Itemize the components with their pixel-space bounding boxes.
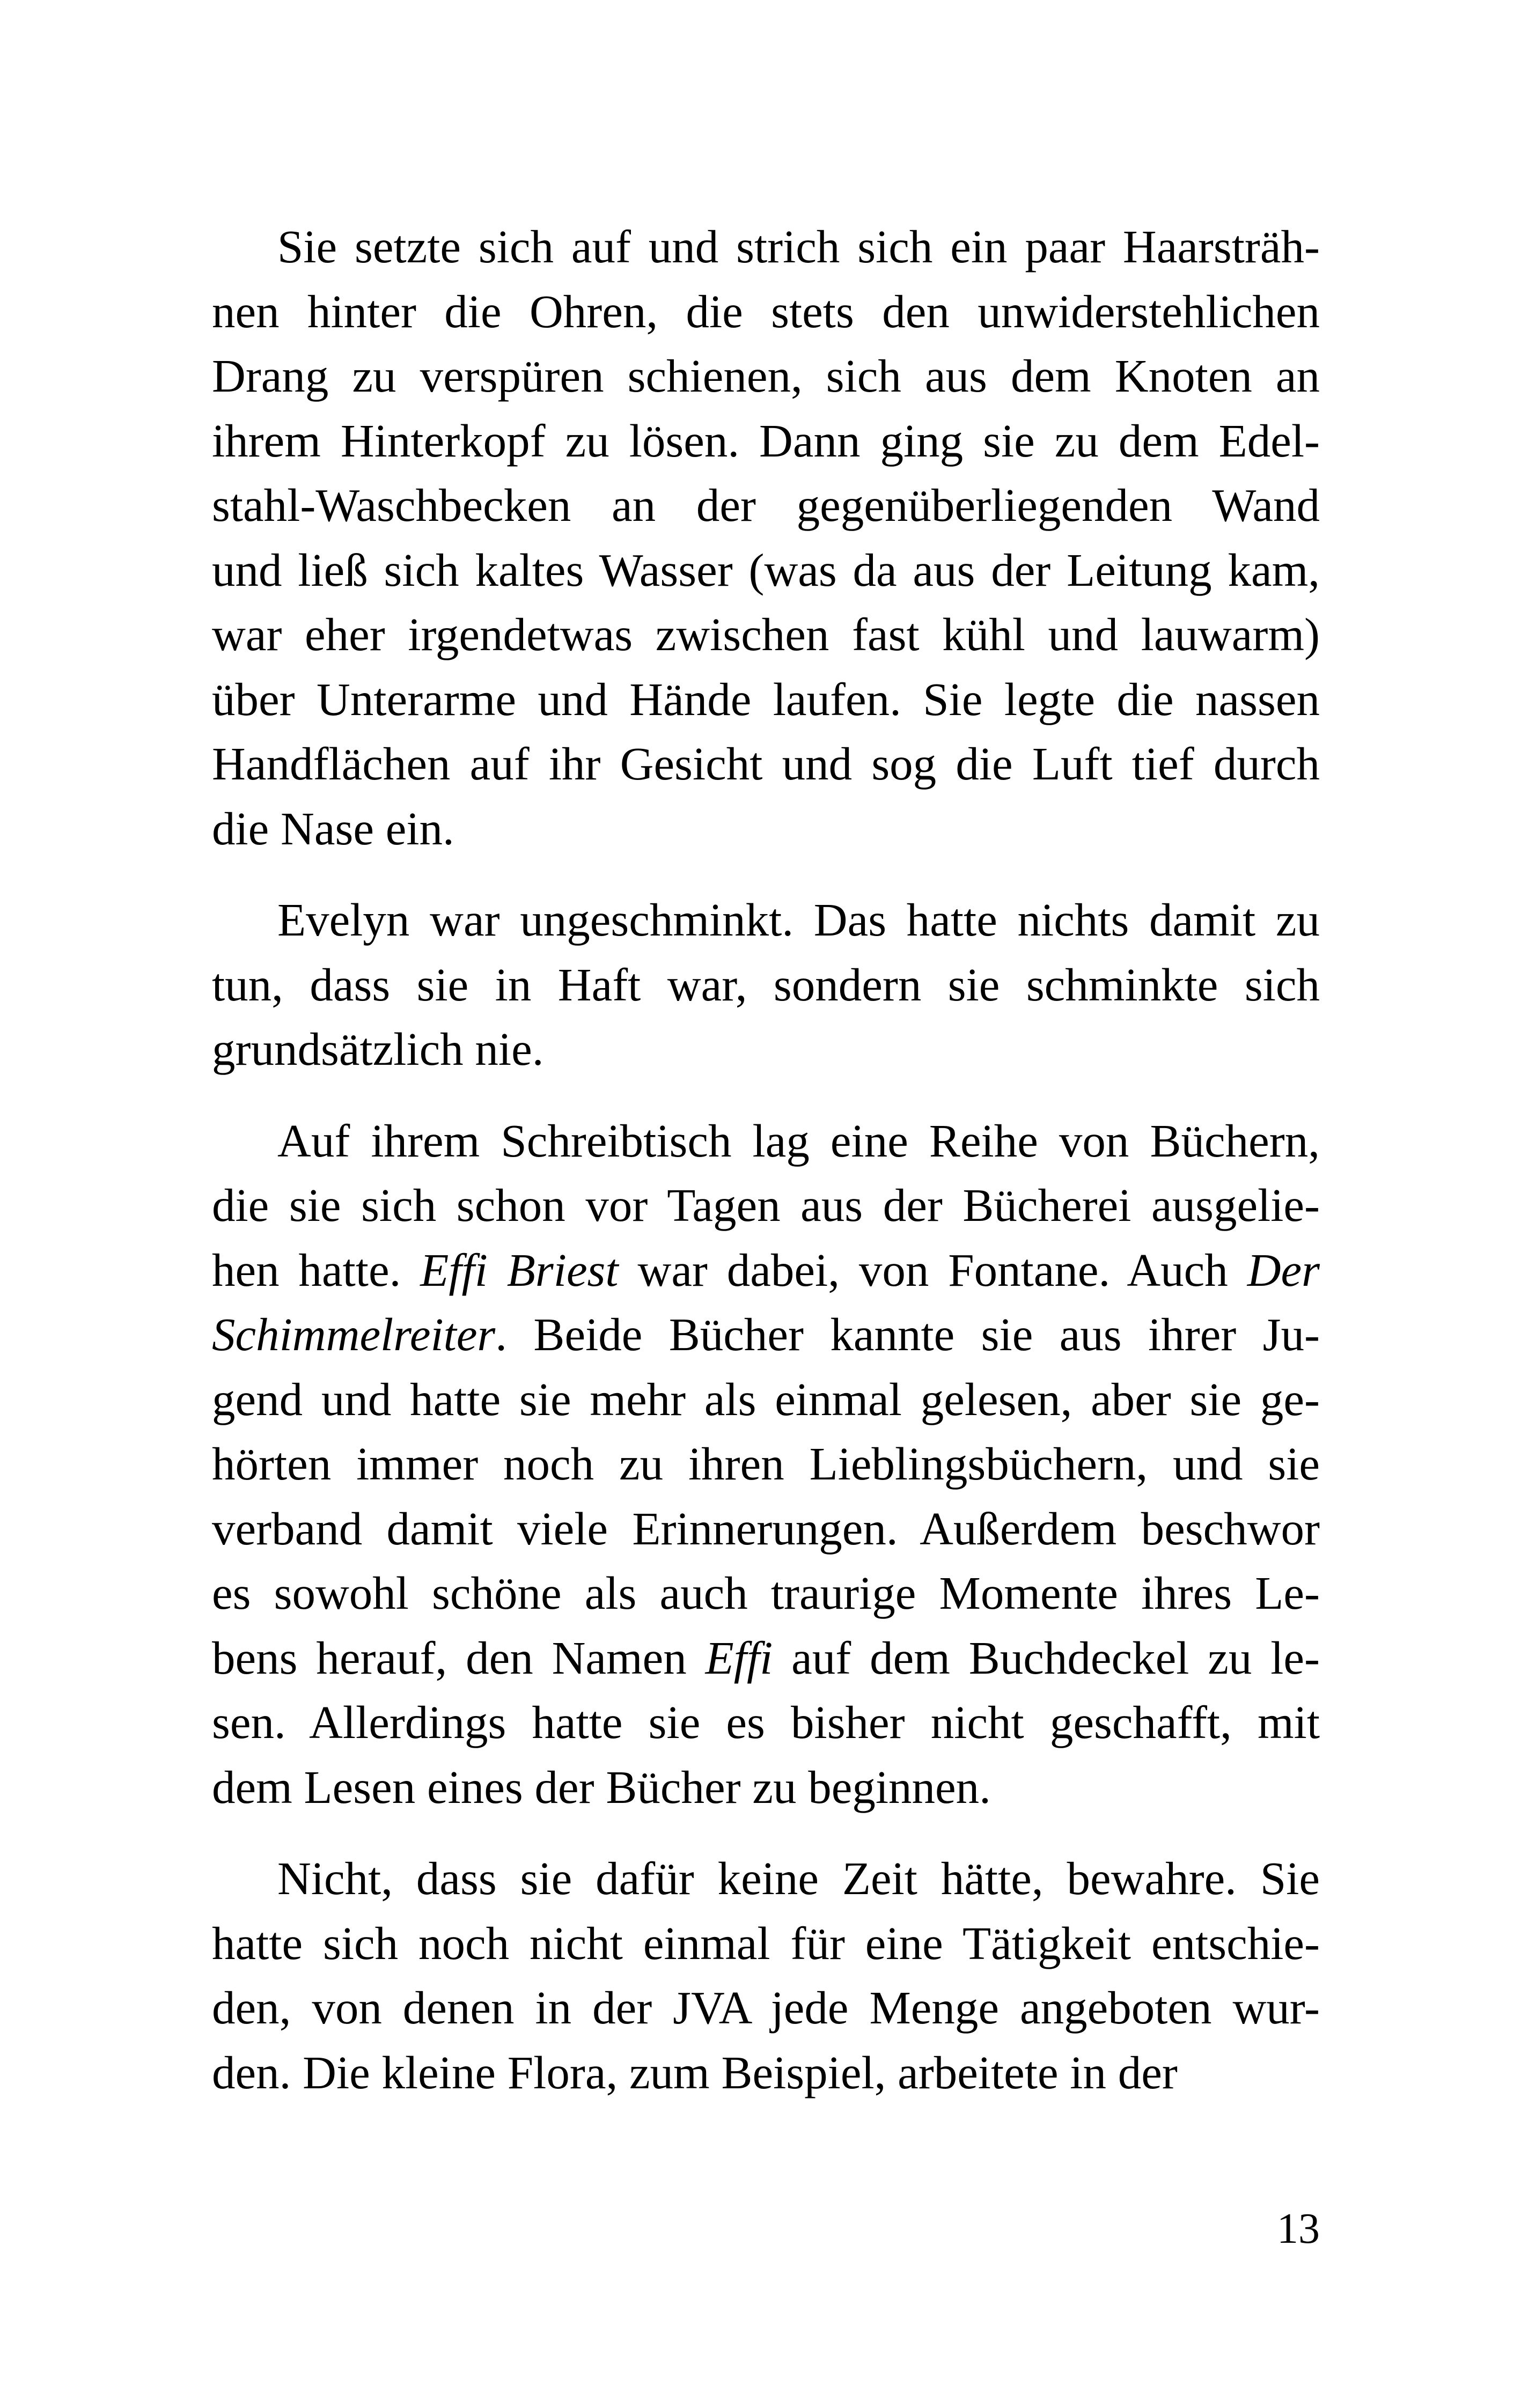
paragraph-gap — [212, 1082, 1320, 1109]
text-run: es sowohl schöne als auch traurige Momente ihres Le- — [212, 1567, 1320, 1619]
text-line — [212, 1367, 1320, 1432]
text-run: nen hinter die Ohren, die stets den unwiderstehlichen — [212, 285, 1320, 337]
paragraph — [212, 1846, 1320, 2105]
text-line — [212, 1238, 1320, 1303]
text-line — [212, 797, 1320, 861]
book-title-italic: Der — [1247, 1243, 1320, 1296]
text-run: auf dem Buchdeckel zu le- — [773, 1631, 1320, 1684]
text-line — [212, 667, 1320, 732]
text-run: war dabei, von Fontane. Auch — [618, 1243, 1247, 1296]
text-line — [212, 1690, 1320, 1755]
text-line — [212, 1976, 1320, 2041]
text-line — [212, 732, 1320, 797]
text-line — [212, 1017, 1320, 1082]
book-title-italic: Effi — [705, 1631, 773, 1684]
text-run: verband damit viele Erinnerungen. Außerdem beschwor — [212, 1502, 1320, 1555]
text-run: stahl-Waschbecken an der gegenüberliegenden Wand — [212, 479, 1320, 531]
text-line — [212, 409, 1320, 474]
text-line — [212, 1302, 1320, 1367]
text-run: hörten immer noch zu ihren Lieblingsbüchern, und sie — [212, 1438, 1320, 1490]
text-line — [212, 2041, 1320, 2105]
text-run: Handflächen auf ihr Gesicht und sog die Luft tief durch — [212, 738, 1320, 790]
book-title-italic: Schimmelreiter — [212, 1308, 496, 1360]
text-line — [212, 953, 1320, 1018]
text-line — [212, 344, 1320, 409]
text-run: Evelyn war ungeschminkt. Das hatte nichts damit zu — [277, 894, 1320, 946]
text-run: war eher irgendetwas zwischen fast kühl und lauwarm) — [212, 608, 1320, 660]
text-run: den. Die kleine Flora, zum Beispiel, arbeitete in der — [212, 2046, 1178, 2098]
page-number: 13 — [1277, 2205, 1320, 2252]
text-run: gend und hatte sie mehr als einmal gelesen, aber sie ge- — [212, 1373, 1320, 1425]
text-run: Drang zu verspüren schienen, sich aus dem Knoten an — [212, 350, 1320, 402]
paragraph — [212, 215, 1320, 861]
text-run: Sie setzte sich auf und strich sich ein paar Haarsträh- — [277, 220, 1320, 273]
text-line — [212, 1109, 1320, 1174]
text-run: hen hatte. — [212, 1243, 421, 1296]
text-line — [212, 279, 1320, 344]
text-run: und ließ sich kaltes Wasser (was da aus der Leitung kam, — [212, 543, 1320, 596]
text-run: bens herauf, den Namen — [212, 1631, 706, 1684]
text-run: Nicht, dass sie dafür keine Zeit hätte, bewahre. Sie — [277, 1852, 1320, 1904]
text-run: ihrem Hinterkopf zu lösen. Dann ging sie zu dem Edel- — [212, 414, 1320, 467]
text-line — [212, 215, 1320, 279]
text-run: Auf ihrem Schreibtisch lag eine Reihe von Büchern, — [277, 1114, 1320, 1167]
text-line — [212, 1911, 1320, 1976]
text-run: die sie sich schon vor Tagen aus der Bücherei ausgelie- — [212, 1179, 1320, 1231]
text-run: grundsätzlich nie. — [212, 1023, 544, 1075]
text-run: den, von denen in der JVA jede Menge angeboten wur- — [212, 1982, 1320, 2034]
text-run: tun, dass sie in Haft war, sondern sie schminkte sich — [212, 958, 1320, 1011]
text-line — [212, 1561, 1320, 1626]
text-line — [212, 1497, 1320, 1562]
text-line — [212, 1173, 1320, 1238]
text-run: die Nase ein. — [212, 802, 454, 855]
body-text — [212, 215, 1320, 2105]
text-run: über Unterarme und Hände laufen. Sie legte die nassen — [212, 673, 1320, 725]
text-line — [212, 473, 1320, 538]
paragraph — [212, 888, 1320, 1082]
paragraph — [212, 1109, 1320, 1820]
text-run: hatte sich noch nicht einmal für eine Tätigkeit entschie- — [212, 1917, 1320, 1969]
text-line — [212, 888, 1320, 953]
book-title-italic: Effi Briest — [420, 1243, 619, 1296]
text-run: dem Lesen eines der Bücher zu beginnen. — [212, 1761, 991, 1813]
text-run: sen. Allerdings hatte sie es bisher nicht geschafft, mit — [212, 1696, 1320, 1748]
paragraph-gap — [212, 861, 1320, 888]
text-line — [212, 1755, 1320, 1820]
paragraph-gap — [212, 1820, 1320, 1846]
text-run: . Beide Bücher kannte sie aus ihrer Ju- — [495, 1308, 1320, 1360]
text-line — [212, 1432, 1320, 1497]
text-line — [212, 1846, 1320, 1911]
text-line — [212, 602, 1320, 667]
text-line — [212, 538, 1320, 603]
text-line — [212, 1626, 1320, 1691]
